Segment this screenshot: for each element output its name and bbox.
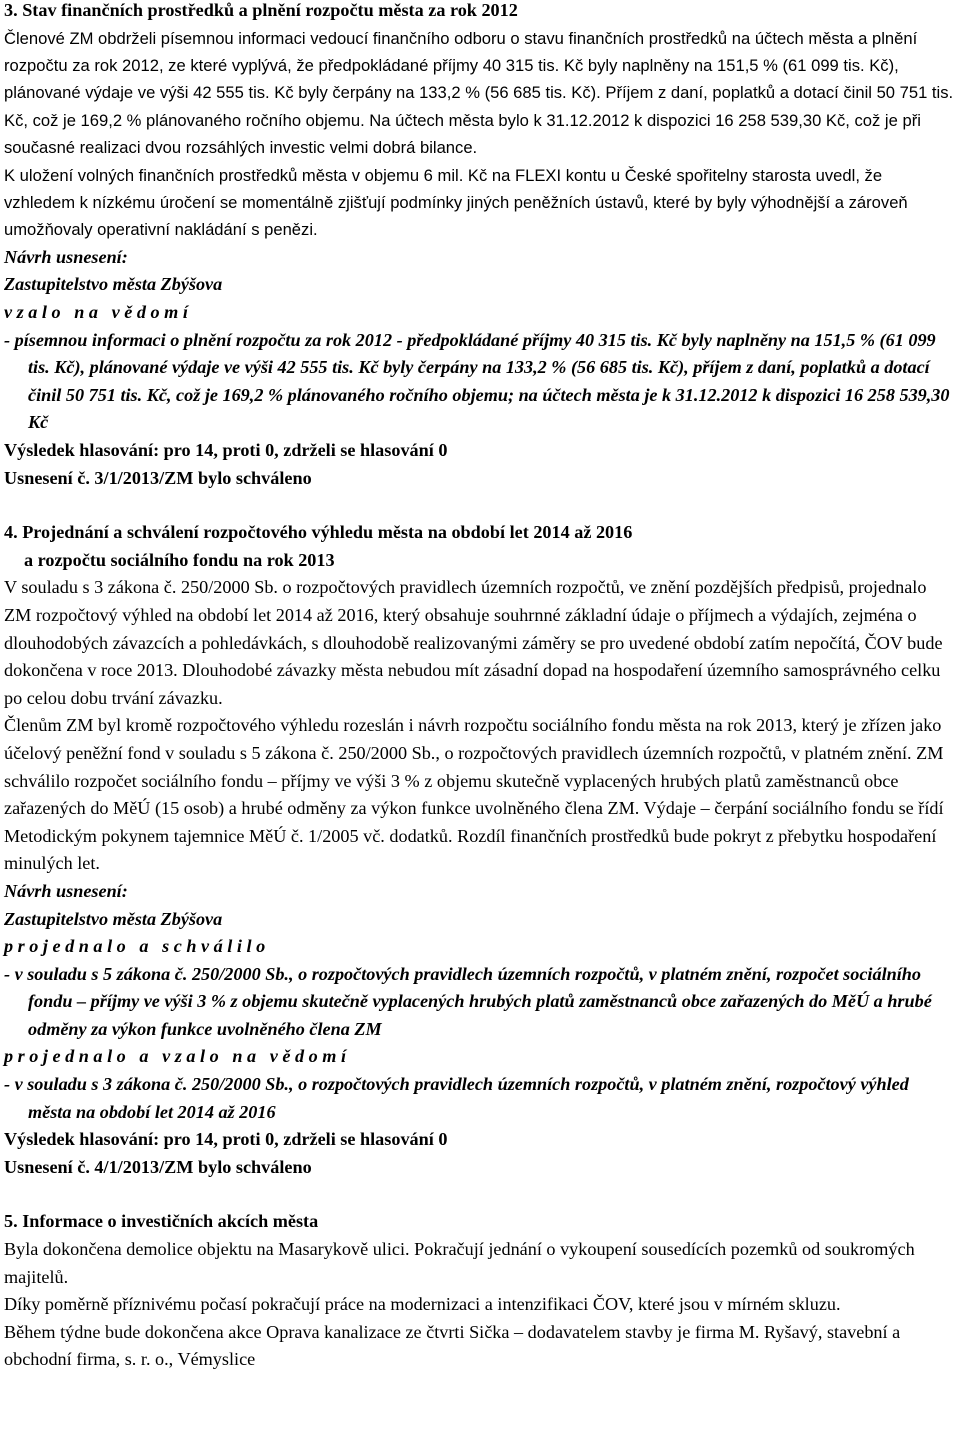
section-4 (4, 519, 956, 1181)
resolution-text-outlook: - v souladu s 3 zákona č. 250/2000 Sb., o rozpočtových pravidlech územních rozpočtů, v platném znění, rozpočtový výhled města na období let 2014 až 2016 (4, 1074, 909, 1122)
section-3 (4, 0, 956, 492)
resolution-text: - písemnou informaci o plnění rozpočtu za rok 2012 - předpokládané příjmy 40 315 tis. Kč byly naplněny na 151,5 % (61 099 tis. Kč), plánované výdaje ve výši 42 555 tis. Kč byly čerpány na 133,2 % (56 685 tis. Kč), příjem z daní, poplatků a dotací činil 50 751 tis. Kč, což je 169,2 % plánovaného ročního objemu; na účtech města je k 31.12.2012 k dispozici 16 258 539,30 Kč (4, 329, 950, 433)
section-5-paragraph-3: Během týdne bude dokončena akce Oprava kanalizace ze čtvrti Sička – dodavatelem stavby je firma M. Ryšavý, stavební a obchodní firma, s. r. o., Vémyslice (4, 1321, 901, 1370)
resolution-verb-acknowledge: p r o j e d n a l o a v z a l o n a v ě d o m í (4, 1046, 347, 1067)
section-4-heading-line-1: 4. Projednání a schválení rozpočtového výhledu města na období let 2014 až 2016 (4, 522, 633, 543)
resolution-verb: v z a l o n a v ě d o m í (4, 302, 188, 323)
vote-result: Výsledek hlasování: pro 14, proti 0, zdrželi se hlasování 0 (4, 440, 448, 460)
vote-result: Výsledek hlasování: pro 14, proti 0, zdrželi se hlasování 0 (4, 1129, 448, 1150)
section-5-heading: 5. Informace o investičních akcích města (4, 1211, 319, 1232)
resolution-approved: Usnesení č. 4/1/2013/ZM bylo schváleno (4, 1156, 312, 1177)
section-4-heading-line-2: a rozpočtu sociálního fondu na rok 2013 (24, 549, 335, 570)
section-4-paragraph-1: V souladu s 3 zákona č. 250/2000 Sb. o rozpočtových pravidlech územních rozpočtů, ve znění pozdějších předpisů, projednalo ZM rozpočtový výhled na období let 2014 až 2016, který obsahuje souhrnné základní údaje o příjmech a výdajích, zejména o dlouhodobých závazcích a pohledávkách, s dlouhodobě realizovanými záměry se pro uvedené období zatím nepočítá, ČOV bude dokončena v roce 2013. Dlouhodobé závazky města nebudou mít zásadní dopad na hospodaření územního samosprávného celku po celou dobu trvání závazku. (4, 577, 943, 708)
section-5 (4, 1208, 956, 1374)
section-5-paragraph-1: Byla dokončena demolice objektu na Masarykově ulici. Pokračují jednání o vykoupení sousedících pozemků od soukromých majitelů. (4, 1239, 915, 1287)
spacer (4, 1181, 956, 1208)
resolution-approved: Usnesení č. 3/1/2013/ZM bylo schváleno (4, 467, 312, 488)
proposal-label: Návrh usnesení: (4, 880, 128, 901)
section-3-heading: 3. Stav finančních prostředků a plnění rozpočtu města za rok 2012 (4, 0, 518, 20)
section-3-paragraph-1: Členové ZM obdrželi písemnou informaci vedoucí finančního odboru o stavu finančních prostředků na účtech města a plnění rozpočtu za rok 2012, ze které vyplývá, že předpokládané příjmy 40 315 tis. Kč byly naplněny na 151,5 % (61 099 tis. Kč), plánované výdaje ve výši 42 555 tis. Kč byly čerpány na 133,2 % (56 685 tis. Kč). Příjem z daní, poplatků a dotací činil 50 751 tis. Kč, což je 169,2 % plánovaného ročního objemu. Na účtech města bylo k 31.12.2012 k dispozici 16 258 539,30 Kč, což je při současné realizaci dvou rozsáhlých investic velmi dobrá bilance. (4, 28, 954, 158)
section-5-paragraph-2: Díky poměrně příznivému počasí pokračují práce na modernizaci a intenzifikaci ČOV, které jsou v mírném skluzu. (4, 1294, 841, 1315)
proposal-label: Návrh usnesení: (4, 246, 128, 267)
council-name: Zastupitelstvo města Zbýšova (4, 908, 223, 929)
section-4-heading (4, 519, 956, 574)
resolution-verb-approve: p r o j e d n a l o a s c h v á l i l o (4, 936, 266, 957)
resolution-text-social-fund: - v souladu s 5 zákona č. 250/2000 Sb., o rozpočtových pravidlech územních rozpočtů, v platném znění, rozpočet sociálního fondu – příjmy ve výši 3 % z objemu skutečně vyplacených hrubých platů zaměstnanců obce zařazených do MěÚ a hrubé odměny za výkon funkce uvolněného člena ZM (4, 963, 932, 1039)
council-name: Zastupitelstvo města Zbýšova (4, 274, 223, 295)
section-4-paragraph-2: Členům ZM byl kromě rozpočtového výhledu rozeslán i návrh rozpočtu sociálního fondu města na rok 2013, který je zřízen jako účelový peněžní fond v souladu s 5 zákona č. 250/2000 Sb., o rozpočtových pravidlech územních rozpočtů, v platném znění. ZM schválilo rozpočet sociálního fondu – příjmy ve výši 3 % z objemu skutečně vyplacených hrubých platů zaměstnanců obce zařazených do MěÚ (15 osob) a hrubé odměny za výkon funkce uvolněného člena ZM. Výdaje – čerpání sociálního fondu se řídí Metodickým pokynem tajemnice MěÚ č. 1/2005 vč. dodatků. Rozdíl finančních prostředků bude pokryt z přebytku hospodaření minulých let. (4, 715, 944, 874)
section-3-paragraph-2: K uložení volných finančních prostředků města v objemu 6 mil. Kč na FLEXI kontu u České spořitelny starosta uvedl, že vzhledem k nízkému úročení se momentálně zjišťují podmínky jiných peněžních ústavů, které by byly výhodnější a zároveň umožňovaly operativní nakládání s penězi. (4, 165, 908, 240)
spacer (4, 492, 956, 519)
